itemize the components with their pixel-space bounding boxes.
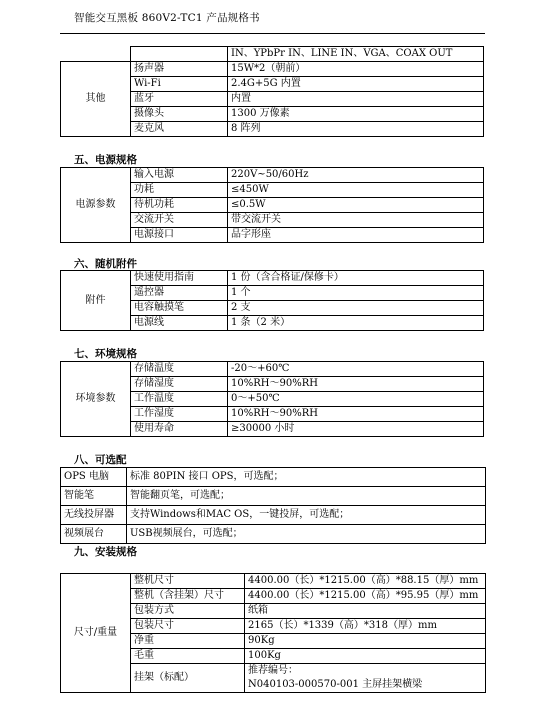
cell-value: 10%RH～90%RH [228, 407, 484, 422]
cell-name: 待机功耗 [131, 198, 228, 213]
cell-value: 带交流开关 [228, 213, 484, 228]
cell-name: 使用寿命 [131, 422, 228, 437]
cell-name: 净重 [131, 634, 245, 649]
table-row [61, 62, 484, 77]
cell-value: 2165（长）*1339（高）*318（厚）mm [245, 619, 486, 634]
cell-value: 100Kg [245, 649, 486, 664]
cell-name: 扬声器 [131, 62, 228, 77]
cell-name: 无线投屏器 [61, 506, 127, 525]
cell-value: 10%RH～90%RH [228, 377, 484, 392]
cell-value: IN、YPbPr IN、LINE IN、VGA、COAX OUT [228, 47, 484, 62]
other-spec-table [60, 46, 484, 137]
cell-name: 工作温度 [131, 392, 228, 407]
cell-value: 内置 [228, 92, 484, 107]
cell-name: 视频展台 [61, 525, 127, 544]
cell-name: 快速使用指南 [131, 271, 228, 286]
category-label: 环境参数 [61, 362, 131, 437]
cell-value: 1 个 [228, 286, 484, 301]
cell-value: 90Kg [245, 634, 486, 649]
cell-name: 电源线 [131, 316, 228, 331]
table-row [61, 271, 484, 286]
cell-value: 智能翻页笔，可选配； [127, 487, 486, 506]
environment-table [60, 361, 484, 437]
cell-name: 遥控器 [131, 286, 228, 301]
cell-name: 交流开关 [131, 213, 228, 228]
cell-value: 0～+50℃ [228, 392, 484, 407]
cell-value: 品字形座 [228, 228, 484, 243]
cell-value: 220V~50/60Hz [228, 168, 484, 183]
cell-value: 支持Windows和MAC OS，一键投屏，可选配； [127, 506, 486, 525]
cell-value: 2 支 [228, 301, 484, 316]
cell-name: OPS 电脑 [61, 468, 127, 487]
cell-name: 整机（含挂架）尺寸 [131, 589, 245, 604]
optional-accessories-table [60, 467, 486, 544]
cell-name: 电源接口 [131, 228, 228, 243]
cell-name: 整机尺寸 [131, 574, 245, 589]
power-spec-table [60, 167, 484, 243]
cell-value: 1 条（2 米） [228, 316, 484, 331]
cell-value-mount [245, 664, 486, 693]
cell-value: 1 份（含合格证/保修卡） [228, 271, 484, 286]
category-label: 尺寸/重量 [61, 574, 131, 693]
table-row [61, 362, 484, 377]
section-title-power: 五、电源规格 [74, 154, 137, 166]
document-header-title: 智能交互黑板 860V2-TC1 产品规格书 [74, 12, 260, 24]
cell-value: ≥30000 小时 [228, 422, 484, 437]
cell-name: 包装方式 [131, 604, 245, 619]
cell-name: 输入电源 [131, 168, 228, 183]
cell-value: 2.4G+5G 内置 [228, 77, 484, 92]
cell-value: 15W*2（朝前） [228, 62, 484, 77]
cell-name: 智能笔 [61, 487, 127, 506]
cell-name: 存储温度 [131, 362, 228, 377]
table-row [61, 487, 486, 506]
cell-value: -20～+60℃ [228, 362, 484, 377]
cell-name: 包装尺寸 [131, 619, 245, 634]
cell-value: 4400.00（长）*1215.00（高）*88.15（厚）mm [245, 574, 486, 589]
cell-name: 功耗 [131, 183, 228, 198]
cell-value: USB视频展台，可选配； [127, 525, 486, 544]
cell-value: 1300 万像素 [228, 107, 484, 122]
cell-name: 蓝牙 [131, 92, 228, 107]
table-row [61, 525, 486, 544]
table-row [61, 468, 486, 487]
cell-value: 4400.00（长）*1215.00（高）*95.95（厚）mm [245, 589, 486, 604]
cell-value: ≤0.5W [228, 198, 484, 213]
table-row [61, 47, 484, 62]
header-divider [60, 33, 485, 34]
cell-name: 工作湿度 [131, 407, 228, 422]
cell-name: 毛重 [131, 649, 245, 664]
section-title-environment: 七、环境规格 [74, 348, 137, 360]
cell-name: 麦克风 [131, 122, 228, 137]
category-label: 附件 [61, 271, 131, 331]
table-row [61, 506, 486, 525]
cell-name: 存储湿度 [131, 377, 228, 392]
cell-name: 挂架（标配） [131, 664, 245, 693]
table-row [61, 574, 486, 589]
category-label: 电源参数 [61, 168, 131, 243]
cell-name: Wi-Fi [131, 77, 228, 92]
cell-value: 8 阵列 [228, 122, 484, 137]
accessories-table [60, 270, 484, 331]
section-title-installation: 九、安装规格 [74, 546, 137, 558]
cell-value: 纸箱 [245, 604, 486, 619]
installation-table [60, 573, 486, 693]
section-title-optional: 八、可选配 [74, 454, 127, 466]
mount-line-1: 推荐编号： [248, 665, 298, 676]
category-label: 其他 [61, 62, 131, 137]
cell-value: 标准 80PIN 接口 OPS，可选配； [127, 468, 486, 487]
table-row [61, 168, 484, 183]
section-title-accessories: 六、随机附件 [74, 258, 137, 270]
mount-line-2: N040103-000570-001 主屏挂架横梁 [248, 679, 423, 690]
cell-value: ≤450W [228, 183, 484, 198]
cell-name: 电容触摸笔 [131, 301, 228, 316]
cell-name: 摄像头 [131, 107, 228, 122]
